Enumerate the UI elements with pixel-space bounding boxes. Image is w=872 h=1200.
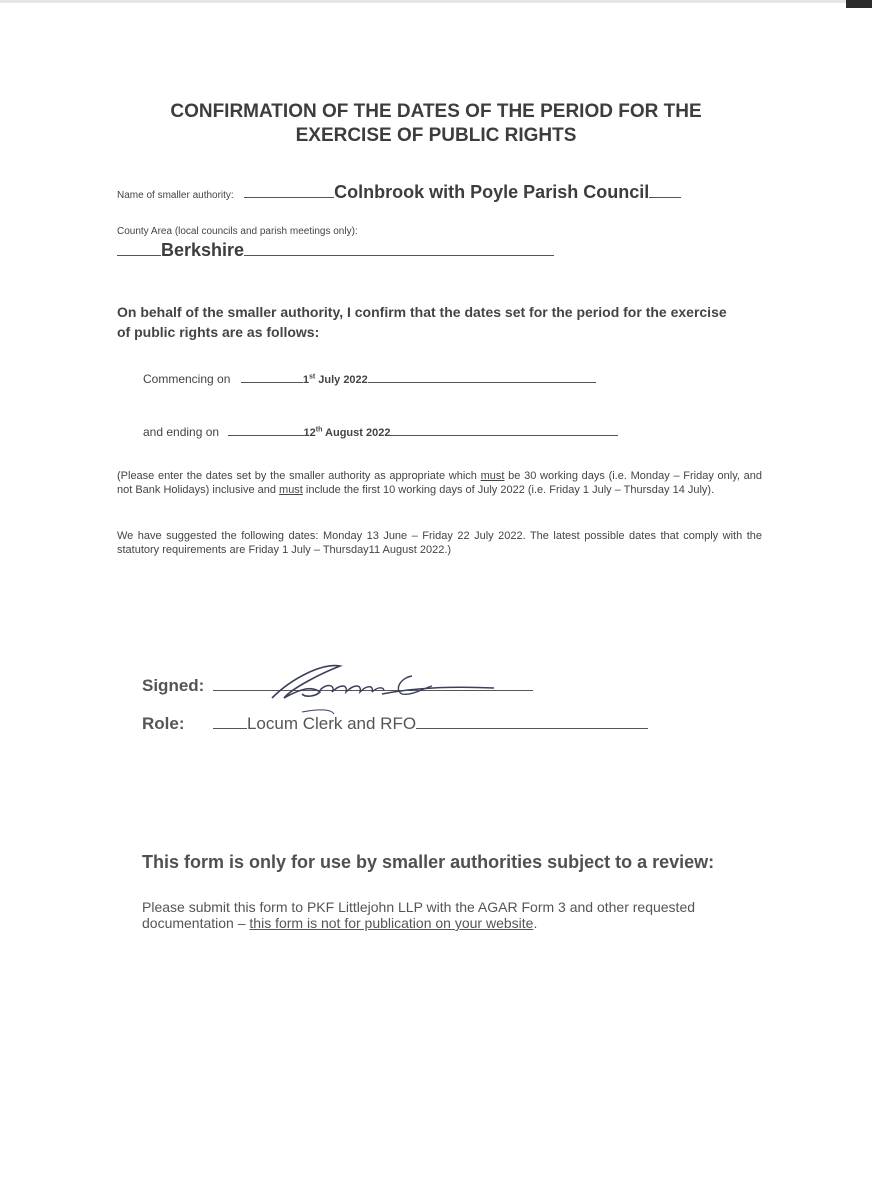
instructions-paragraph-2: We have suggested the following dates: Monday 13 June – Friday 22 July 2022. The latest possible dates that comply with the statutory requirements are Friday 1 July – Thursday11 August 2022.) [117,530,762,556]
ending-row [143,423,618,441]
commencing-date [303,374,368,386]
role-blank-trail [416,727,648,729]
signed-label: Signed: [142,676,205,695]
commencing-row [143,370,596,388]
commencing-blank-lead [241,381,303,383]
role-blank-lead [213,727,247,729]
ending-date [304,427,391,439]
county-label: County Area (local councils and parish meetings only): [117,226,358,237]
ending-suffix: th [315,426,323,434]
not-for-publication-note: this form is not for publication on your website [249,915,534,931]
commencing-label: Commencing on [143,372,231,386]
title-line-1: CONFIRMATION OF THE DATES OF THE PERIOD FOR THE [170,101,702,122]
county-blank-trail [244,254,554,256]
commencing-suffix: st [308,373,316,381]
review-body-text: Please submit this form to PKF Littlejohn LLP with the AGAR Form 3 and other requested documentation – [142,899,696,931]
commencing-blank-trail [368,381,596,383]
role-row [142,714,648,734]
county-row [117,240,554,261]
scan-artifact-line [0,0,846,3]
authority-row [117,182,681,203]
title-line-2: EXERCISE OF PUBLIC RIGHTS [295,125,577,146]
ending-blank-lead [228,434,304,436]
instructions-text-a: (Please enter the dates set by the smaller authority as appropriate which [117,470,481,482]
authority-value: Colnbrook with Poyle Parish Council [334,182,650,202]
confirmation-statement: On behalf of the smaller authority, I confirm that the dates set for the period for the exercise of public rights are as follows: [117,304,727,340]
ending-month-year: August 2022 [325,427,391,439]
review-body [142,899,762,931]
county-blank-lead [117,254,161,256]
must-emphasis-1: must [480,470,505,482]
commencing-day: 1 [302,374,309,386]
authority-blank-trail [649,196,681,198]
review-heading: This form is only for use by smaller authorities subject to a review: [142,852,715,872]
handwritten-signature [262,658,502,718]
document-title [0,100,872,148]
role-value: Locum Clerk and RFO [246,714,417,733]
instructions-text-b: be 30 working days (i.e. Monday – Friday only, and not Bank Holidays) inclusive and [117,470,763,496]
instructions-text-c: include the first 10 working days of July 2022 (i.e. Friday 1 July – Thursday 14 July). [302,484,715,496]
ending-blank-trail [390,434,618,436]
ending-label: and ending on [143,425,220,439]
authority-label: Name of smaller authority: [117,190,234,201]
must-emphasis-2: must [279,484,303,496]
county-value: Berkshire [161,240,245,260]
role-label: Role: [142,714,185,733]
ending-day: 12 [303,427,316,439]
review-body-end: . [533,915,538,931]
commencing-month-year: July 2022 [318,374,368,386]
scan-artifact-corner [846,0,872,8]
authority-blank-lead [244,196,334,198]
instructions-paragraph-1 [117,469,762,497]
